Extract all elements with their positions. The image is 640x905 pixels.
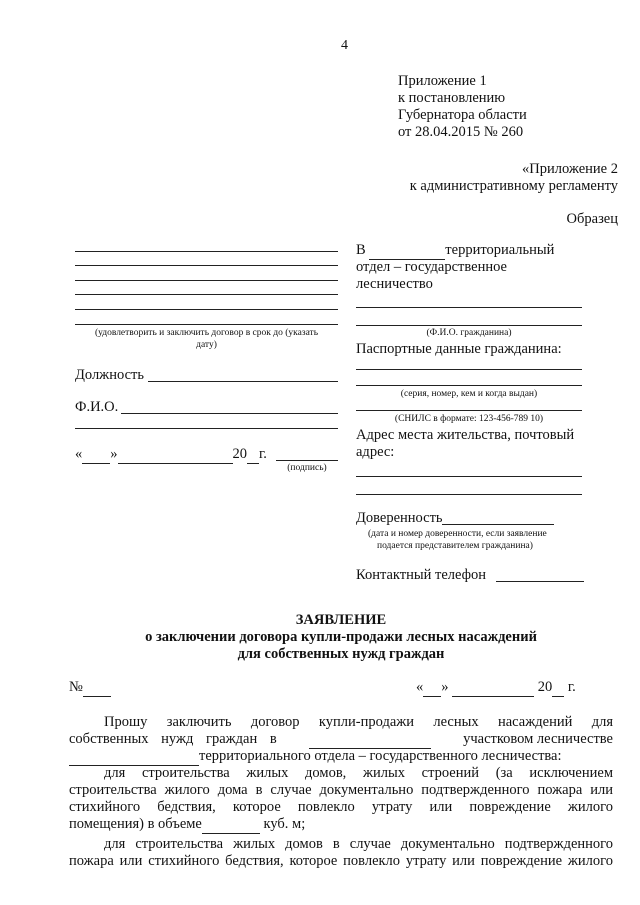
statement-number	[69, 679, 111, 697]
body-p1-line2	[69, 731, 613, 749]
recipient-line-3: лесничество	[356, 276, 433, 292]
fio-field-2[interactable]	[75, 428, 338, 429]
signature-field[interactable]	[276, 460, 338, 461]
address-label-2: адрес:	[356, 444, 395, 460]
proxy-field[interactable]	[442, 524, 554, 525]
recipient-line-2: отдел – государственное	[356, 259, 507, 275]
proxy-note-2: подается представителем гражданина)	[377, 541, 533, 551]
date-year-field[interactable]	[247, 446, 259, 464]
appendix-1-line2: к постановлению	[398, 90, 506, 106]
statement-year-field[interactable]	[552, 679, 564, 697]
recipient-dept-field[interactable]	[369, 242, 445, 260]
phone-field[interactable]	[496, 581, 584, 582]
applicant-fio-field-1[interactable]	[356, 307, 582, 308]
fio-label: Ф.И.О.	[75, 399, 119, 415]
body-p3-line2: пожара или стихийного бедствия, которое повлекло утрату или повреждение жилого	[69, 853, 613, 869]
appendix-1-line3: Губернатора области	[398, 107, 527, 123]
proxy-label: Доверенность	[356, 510, 443, 526]
passport-label: Паспортные данные гражданина:	[356, 341, 562, 357]
appendix-2-line2: к административному регламенту	[409, 178, 618, 194]
title-line-2: о заключении договора купли-продажи лесных насаждений	[145, 629, 537, 645]
snils-field[interactable]	[356, 410, 582, 411]
body-p2-line4	[69, 816, 305, 834]
sample-label: Образец	[566, 211, 618, 227]
position-label: Должность	[75, 367, 144, 383]
number-label: №	[69, 679, 83, 695]
statement-month-field[interactable]	[452, 679, 534, 697]
date-close-quote: »	[110, 446, 118, 462]
body-p1-line2-b: участковом лесничестве	[463, 731, 613, 747]
fio-field[interactable]	[121, 413, 338, 414]
phone-label: Контактный телефон	[356, 567, 487, 583]
snils-note: (СНИЛС в формате: 123-456-789 10)	[394, 414, 544, 424]
resolution-note: (удовлетворить и заключить договор в срок до (указать	[94, 328, 319, 338]
appendix-1-line4: от 28.04.2015 № 260	[398, 124, 524, 140]
appendix-1-line1: Приложение 1	[398, 73, 487, 89]
date-open-quote: «	[75, 446, 83, 462]
signature-note: (подпись)	[287, 463, 327, 473]
body-p3-line1: для строительства жилых домов в случае документально подтвержденного	[104, 836, 613, 852]
body-p2-line4-b: куб. м;	[263, 816, 306, 832]
forestry-field[interactable]	[309, 731, 431, 749]
body-p2-line1: для строительства жилых домов, жилых строений (за исключением	[104, 765, 613, 781]
body-p1-line2-a: собственных нужд граждан в	[69, 731, 277, 747]
statement-year-prefix: 20	[537, 679, 553, 695]
statement-date-open: «	[416, 679, 424, 695]
passport-note: (серия, номер, кем и когда выдан)	[400, 389, 538, 399]
body-p1-line1: Прошу заключить договор купли-продажи лесных насаждений для	[104, 714, 613, 730]
page-number: 4	[341, 38, 348, 53]
number-field[interactable]	[83, 679, 111, 697]
appendix-2-line1: «Приложение 2	[522, 161, 618, 177]
date-day-field[interactable]	[82, 446, 110, 464]
statement-day-field[interactable]	[423, 679, 441, 697]
proxy-note-1: (дата и номер доверенности, если заявление	[368, 529, 547, 539]
statement-date	[416, 679, 576, 697]
resolution-line-2	[75, 265, 338, 266]
body-p2-line4-a: помещения) в объеме	[69, 816, 202, 832]
recipient-prefix: В	[356, 242, 366, 258]
volume-field[interactable]	[202, 816, 260, 834]
address-label: Адрес места жительства, почтовый	[356, 427, 575, 443]
applicant-fio-field-2[interactable]	[356, 325, 582, 326]
passport-field-1[interactable]	[356, 369, 582, 370]
recipient-line-1	[356, 242, 554, 260]
body-p2-line2: строительства жилого дома в случае документально подтвержденного пожара или	[69, 782, 613, 798]
resolution-line-1	[75, 251, 338, 252]
resolution-line-5	[75, 309, 338, 310]
position-field[interactable]	[148, 381, 338, 382]
address-field-2[interactable]	[356, 494, 582, 495]
forestry-dept-field[interactable]	[69, 748, 199, 766]
body-p1-line3-text: территориального отдела – государственного лесничества:	[199, 748, 562, 764]
title-line-1: ЗАЯВЛЕНИЕ	[295, 612, 387, 628]
recipient-suffix: территориальный	[445, 242, 555, 258]
date-month-field[interactable]	[118, 446, 233, 464]
date-year-suffix: г.	[259, 446, 267, 462]
date-year-prefix: 20	[232, 446, 247, 462]
statement-date-close: »	[441, 679, 449, 695]
applicant-fio-note: (Ф.И.О. гражданина)	[426, 328, 512, 338]
body-p2-line3: стихийного бедствия, которое повлекло утрату или повреждение жилого	[69, 799, 613, 815]
passport-field-2[interactable]	[356, 385, 582, 386]
body-p1-line3	[69, 748, 562, 766]
resolution-line-3	[75, 280, 338, 281]
resolution-line-4	[75, 294, 338, 295]
resolution-line-6	[75, 324, 338, 325]
resolution-date	[75, 446, 267, 464]
title-line-3: для собственных нужд граждан	[237, 646, 445, 662]
address-field-1[interactable]	[356, 476, 582, 477]
statement-year-suffix: г.	[567, 679, 576, 695]
resolution-note-2: дату)	[196, 340, 217, 350]
